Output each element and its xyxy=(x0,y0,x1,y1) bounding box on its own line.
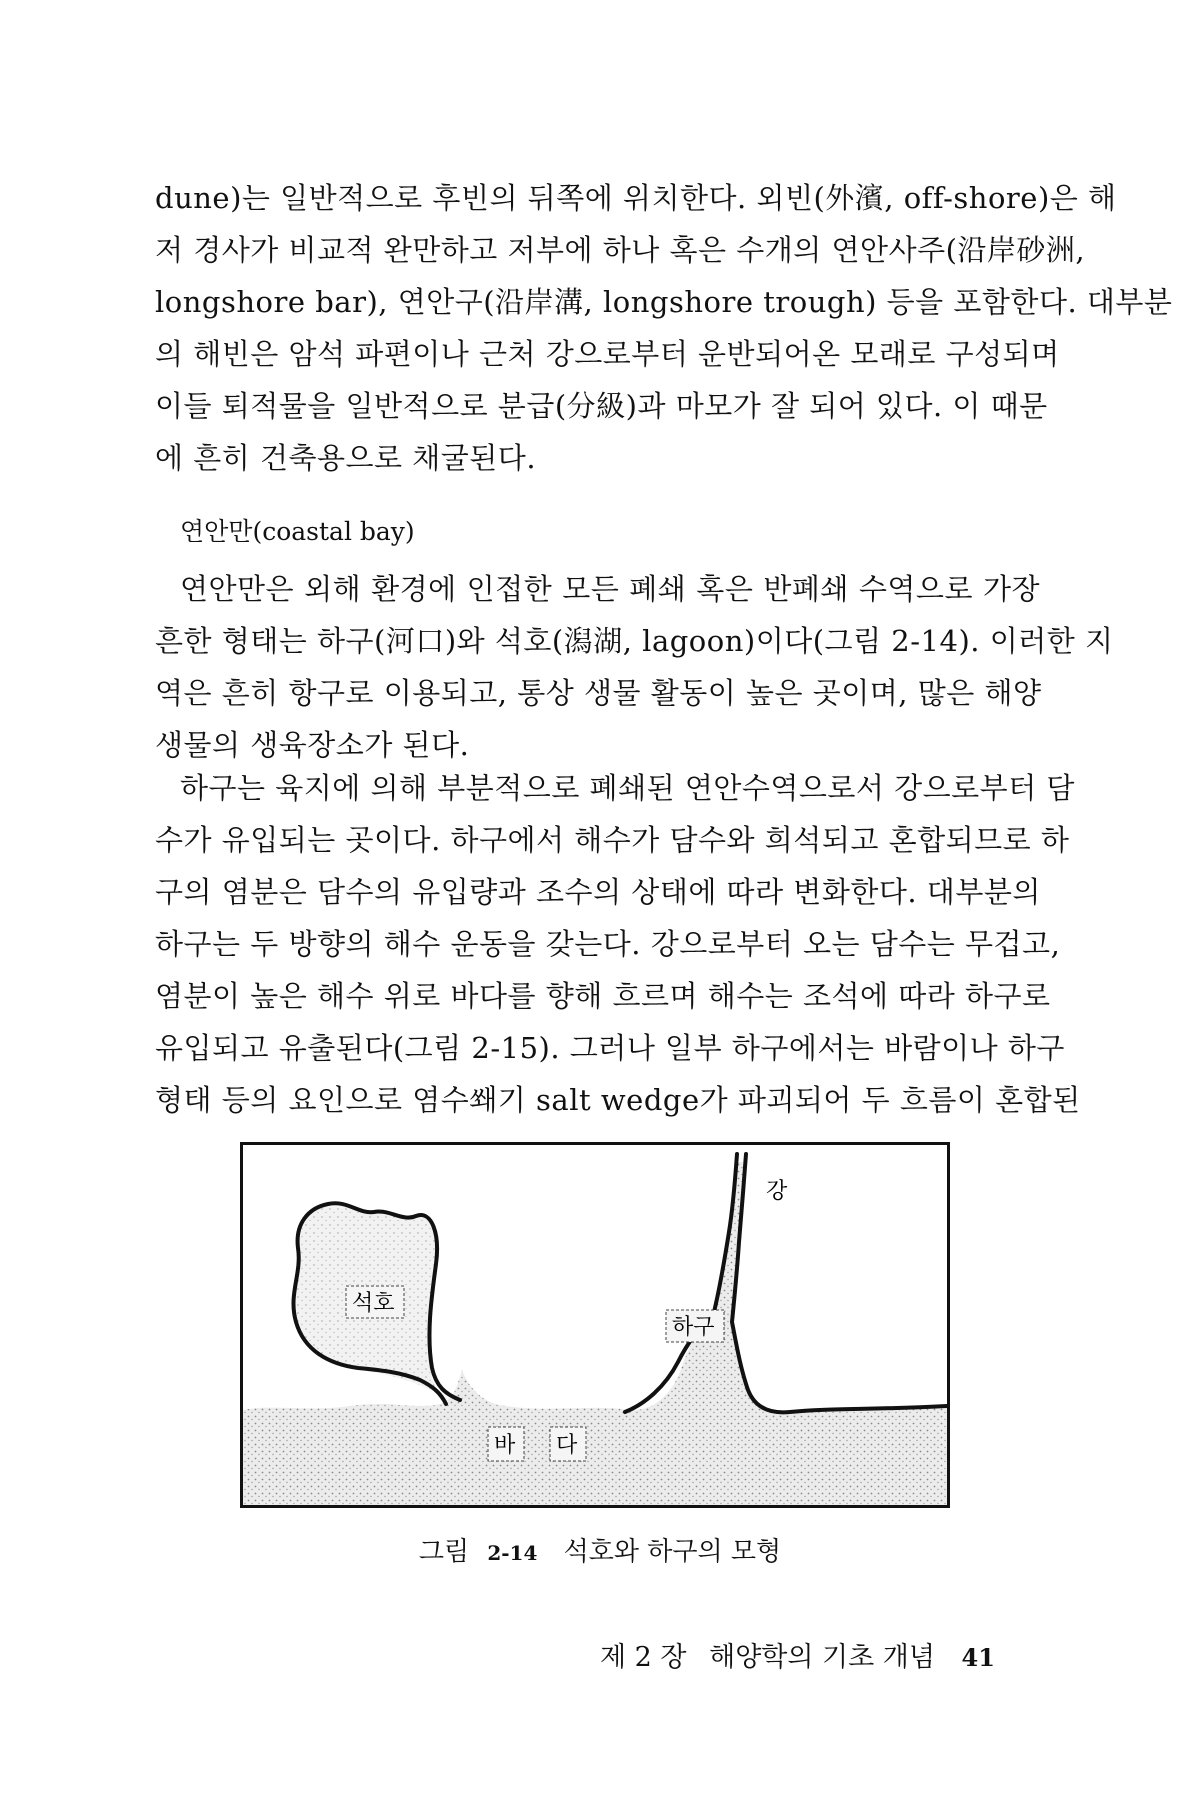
text-line: 하구는 두 방향의 해수 운동을 갖는다. 강으로부터 오는 담수는 무겁고, xyxy=(155,927,1061,961)
caption-number: 2-14 xyxy=(487,1541,538,1565)
text-line: 연안만은 외해 환경에 인접한 모든 폐쇄 혹은 반폐쇄 수역으로 가장 xyxy=(180,572,1040,606)
svg-text:석호: 석호 xyxy=(352,1291,395,1316)
text-line: 구의 염분은 담수의 유입량과 조수의 상태에 따라 변화한다. 대부분의 xyxy=(155,875,1041,909)
text-line: 저 경사가 비교적 완만하고 저부에 하나 혹은 수개의 연안사주(沿岸砂洲, xyxy=(155,233,1086,267)
footer-title: 해양학의 기초 개념 xyxy=(709,1642,935,1673)
text-line: 형태 등의 요인으로 염수쐐기 salt wedge가 파괴되어 두 흐름이 혼합된 xyxy=(155,1083,1081,1117)
text-line: 염분이 높은 해수 위로 바다를 향해 흐르며 해수는 조석에 따라 하구로 xyxy=(155,979,1051,1013)
figure-diagram xyxy=(240,1142,950,1508)
text-line: 의 해빈은 암석 파편이나 근처 강으로부터 운반되어온 모래로 구성되며 xyxy=(155,337,1060,371)
text-line: 유입되고 유출된다(그림 2-15). 그러나 일부 하구에서는 바람이나 하구 xyxy=(155,1031,1065,1065)
paragraph-estuary xyxy=(155,762,1081,1126)
page-number: 41 xyxy=(961,1643,995,1672)
svg-text:강: 강 xyxy=(766,1179,788,1204)
figure-caption xyxy=(0,1532,1200,1573)
text-line: 수가 유입되는 곳이다. 하구에서 해수가 담수와 희석되고 혼합되므로 하 xyxy=(155,823,1070,857)
paragraph-beach-zones xyxy=(155,172,1173,484)
text-line: 생물의 생육장소가 된다. xyxy=(155,728,470,762)
text-line: 에 흔히 건축용으로 채굴된다. xyxy=(155,441,537,475)
label-estuary xyxy=(666,1310,724,1342)
footer-chapter: 제 2 장 xyxy=(600,1642,687,1673)
section-heading: 연안만(coastal bay) xyxy=(180,517,415,546)
text-line: 하구는 육지에 의해 부분적으로 폐쇄된 연안수역으로서 강으로부터 담 xyxy=(180,771,1075,805)
text-line: dune)는 일반적으로 후빈의 뒤쪽에 위치한다. 외빈(外濱, off-shore)은 해 xyxy=(155,181,1117,215)
text-line: 이들 퇴적물을 일반적으로 분급(分級)과 마모가 잘 되어 있다. 이 때문 xyxy=(155,389,1048,423)
text-line: longshore bar), 연안구(沿岸溝, longshore trough) 등을 포함한다. 대부분 xyxy=(155,285,1173,319)
svg-text:바: 바 xyxy=(494,1433,516,1458)
lagoon-estuary-figure xyxy=(240,1142,950,1508)
text-line: 역은 흔히 항구로 이용되고, 통상 생물 활동이 높은 곳이며, 많은 해양 xyxy=(155,676,1042,710)
running-footer xyxy=(600,1638,1040,1678)
caption-text: 석호와 하구의 모형 xyxy=(563,1537,782,1567)
paragraph-coastal-bay xyxy=(155,563,1114,771)
svg-text:다: 다 xyxy=(556,1433,578,1458)
svg-text:하구: 하구 xyxy=(672,1315,715,1340)
label-river xyxy=(766,1179,788,1204)
label-lagoon xyxy=(346,1286,404,1318)
text-line: 흔한 형태는 하구(河口)와 석호(潟湖, lagoon)이다(그림 2-14). 이러한 지 xyxy=(155,624,1114,658)
caption-prefix: 그림 xyxy=(418,1537,470,1567)
